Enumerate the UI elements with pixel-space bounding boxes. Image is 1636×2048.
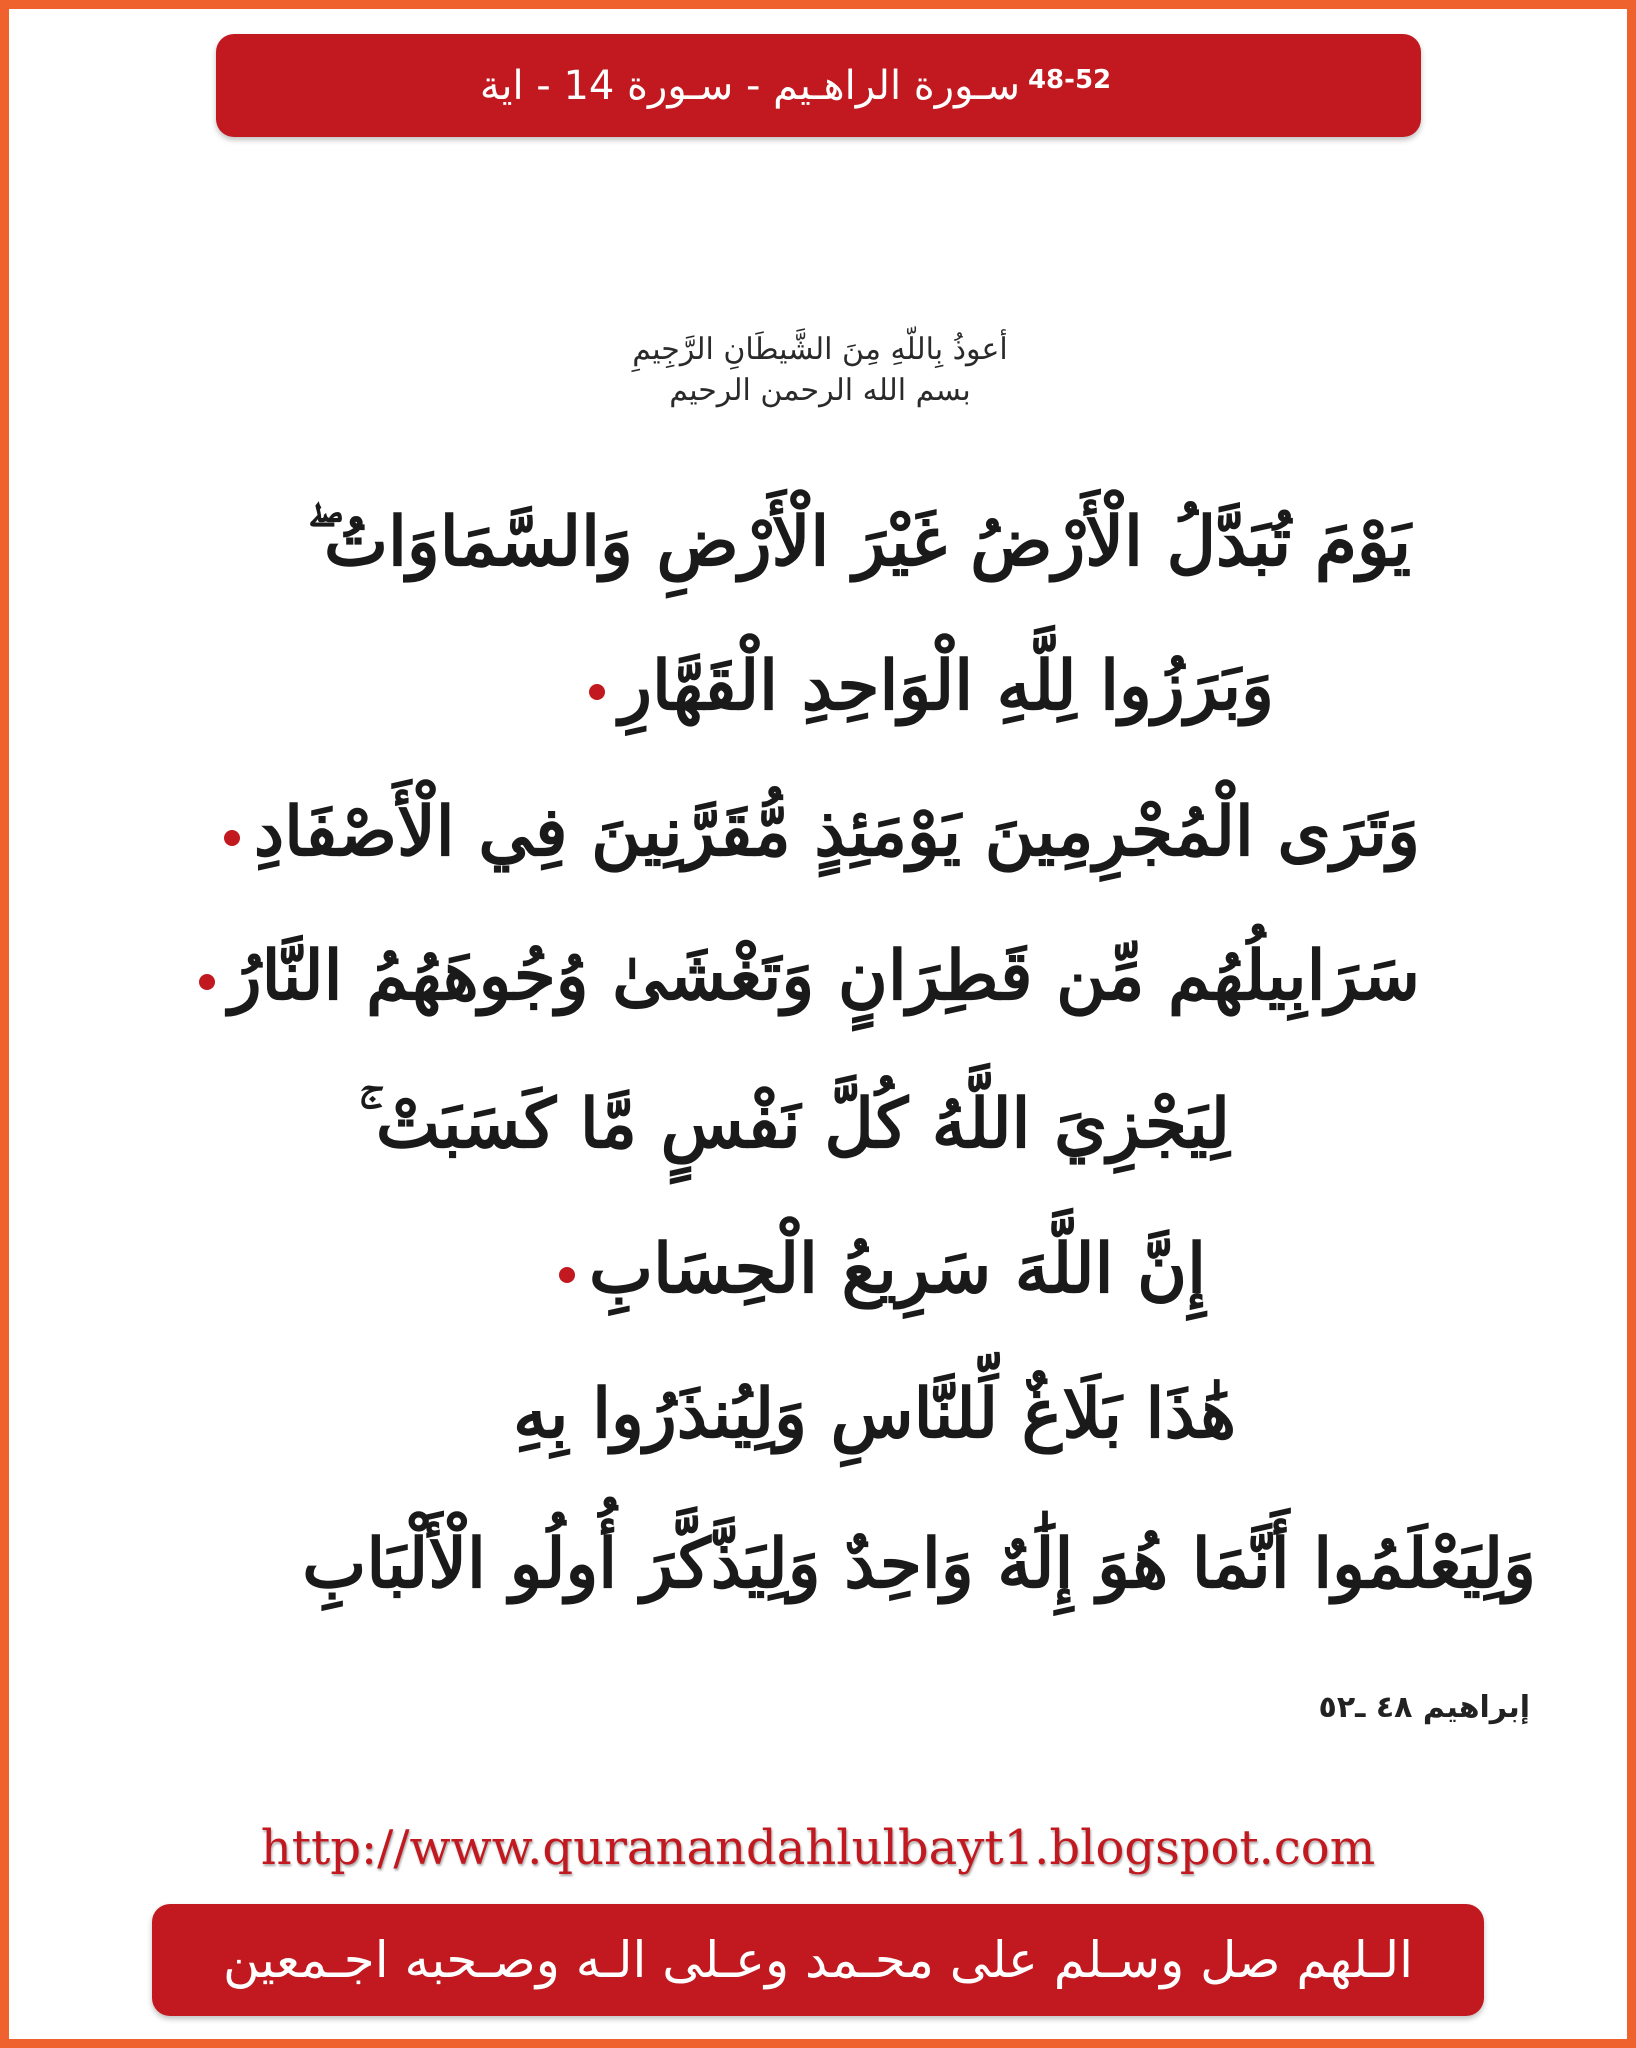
verse-line: يَوْمَ تُبَدَّلُ الْأَرْضُ غَيْرَ الْأَرْضِ وَالسَّمَاوَاتُ ۖ — [306, 502, 1411, 582]
verse-end-marker — [559, 1267, 575, 1283]
verse-reference: إبراهيم ٤٨ ـ٥٢ — [1318, 1690, 1530, 1725]
basmala-text: بسم الله الرحمن الرحيم — [669, 372, 971, 408]
basmala-line — [669, 371, 971, 412]
verse-line: هَٰذَا بَلَاغٌ لِّلنَّاسِ وَلِيُنذَرُوا بِهِ — [513, 1374, 1236, 1454]
opening-invocation — [590, 330, 1050, 411]
taawudh-text: أعوذُ بِاللّهِ مِنَ الشَّيطَانِ الرَّجِيمِ — [632, 332, 1008, 367]
verse-line: إِنَّ اللَّهَ سَرِيعُ الْحِسَابِ — [559, 1235, 1206, 1303]
footer-banner — [152, 1904, 1484, 2016]
verse-line: وَلِيَعْلَمُوا أَنَّمَا هُوَ إِلَٰهٌ وَاحِدٌ وَلِيَذَّكَّرَ أُولُو الْأَلْبَابِ — [302, 1524, 1536, 1604]
verse-line: سَرَابِيلُهُم مِّن قَطِرَانٍ وَتَغْشَىٰ وُجُوهَهُمُ النَّارُ — [199, 942, 1420, 1010]
blog-url: http://www.quranandahlulbayt1.blogspot.com — [260, 1820, 1376, 1876]
verse-line: لِيَجْزِيَ اللَّهُ كُلَّ نَفْسٍ مَّا كَسَبَتْ ۚ — [358, 1084, 1230, 1164]
verse-end-marker — [199, 974, 215, 990]
verse-range: 48-52 — [1027, 64, 1112, 95]
verse-end-marker — [589, 684, 605, 700]
surah-title: سـورة الراهـيم - سـورة 14 - اية — [479, 62, 1020, 109]
header-banner — [216, 34, 1421, 137]
verse-line: وَبَرَزُوا لِلَّهِ الْوَاحِدِ الْقَهَّارِ — [589, 652, 1274, 720]
verse-line: وَتَرَى الْمُجْرِمِينَ يَوْمَئِذٍ مُّقَرَّنِينَ فِي الْأَصْفَادِ — [224, 798, 1420, 866]
salawat-text: الـلهم صل وسـلم على محـمد وعـلى الـه وصـحبه اجـمعين — [222, 1931, 1414, 1989]
verse-end-marker — [224, 830, 240, 846]
